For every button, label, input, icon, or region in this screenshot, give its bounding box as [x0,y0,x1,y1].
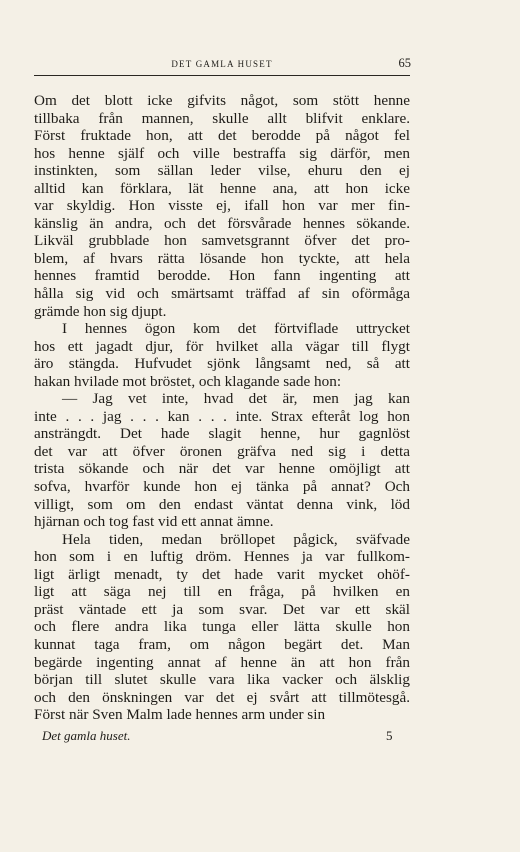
text-line: Hela tiden, medan bröllopet pågick, sväfvade [62,530,410,548]
text-line: det var att öfver öronen gräfva ned sig i detta [34,442,410,460]
text-line: hon som i en luftig dröm. Hennes ja var fullkom- [34,548,410,566]
page-number: 65 [398,56,411,70]
text-line: ligt ärligt menadt, ty det hade varit mycket ohöf- [34,565,410,583]
text-line: tillbaka från mannen, skulle allt blifvit enklare. [34,109,410,127]
printer-signature [34,728,410,746]
text-line: I hennes ögon kom det förtviflade uttrycket [62,320,410,338]
text-line: Om det blott icke gifvits något, som stött henne [34,92,410,109]
text-line: och flere andra lika tunga eller lätta skulle hon [34,618,410,636]
text-line: hakan hvilade mot bröstet, och klagande sade hon: [34,372,342,390]
text-line: hennes framtid berodde. Hon fann ingenting att [34,267,410,285]
text-line: ligt att säga nej till en fråga, på hvilken en [34,583,410,601]
running-head [34,56,410,74]
text-line: Först när Sven Malm lade hennes arm under sin [34,706,326,724]
text-line: hos henne själf och ville bestraffa sig därför, men [34,144,410,162]
signature-text: Det gamla huset. [42,728,131,743]
signature-number: 5 [386,728,393,743]
text-line: instinkten, som sällan leder vilse, ehuru den ej [34,162,410,180]
text-line: begärde ingenting annat af henne än att hon från [34,653,410,671]
text-line: hjärnan och tog fast vid ett annat ämne. [34,513,274,531]
text-line: alltid kan förklara, lät henne ana, att hon icke [34,179,410,197]
text-line: sofva, hvarför kunde hon ej tänka på annat? Och [34,478,410,496]
text-line: hålla sig vid och smärtsamt träffad af sin oförmåga [34,285,410,303]
body-text [34,92,410,724]
text-line: präst väntade ett ja som svar. Det var ett skäl [34,600,410,618]
text-line: början till slutet skulle vara lika vacker och älsklig [34,671,410,689]
text-line: inte . . . jag . . . kan . . . inte. Strax efteråt log hon [34,407,410,425]
text-line: och den önskningen var det ej svårt att tillmötesgå. [34,688,410,706]
text-line: villigt, som om den endast väntat denna vink, löd [34,495,410,513]
text-line: hos ett jagadt djur, för hvilket alla vägar till flygt [34,337,410,355]
text-line: känslig än andra, och det försvårade hennes sökande. [34,214,410,232]
text-line: äro stängda. Hufvudet sjönk långsamt ned, så att [34,355,410,373]
text-line: Först fruktade hon, att det berodde på något fel [34,127,410,145]
running-title: DET GAMLA HUSET [171,59,273,69]
header-rule [34,75,410,76]
text-line: Likväl grubblade hon samvetsgrannt öfver det pro- [34,232,410,250]
text-line: trista sökande och när det var henne omöjligt att [34,460,410,478]
text-line: var skyldig. Hon visste ej, ifall hon var mer fin- [34,197,410,215]
text-line: ansträngdt. Det hade slagit henne, hur gagnlöst [34,425,410,443]
text-line: grämde hon sig djupt. [34,302,167,320]
text-line: kunnat taga fram, om någon begärt det. Man [34,635,410,653]
text-line: blem, af hvars rätta lösande hon tyckte, att hela [34,249,410,267]
text-line: — Jag vet inte, hvad det är, men jag kan [62,390,410,408]
